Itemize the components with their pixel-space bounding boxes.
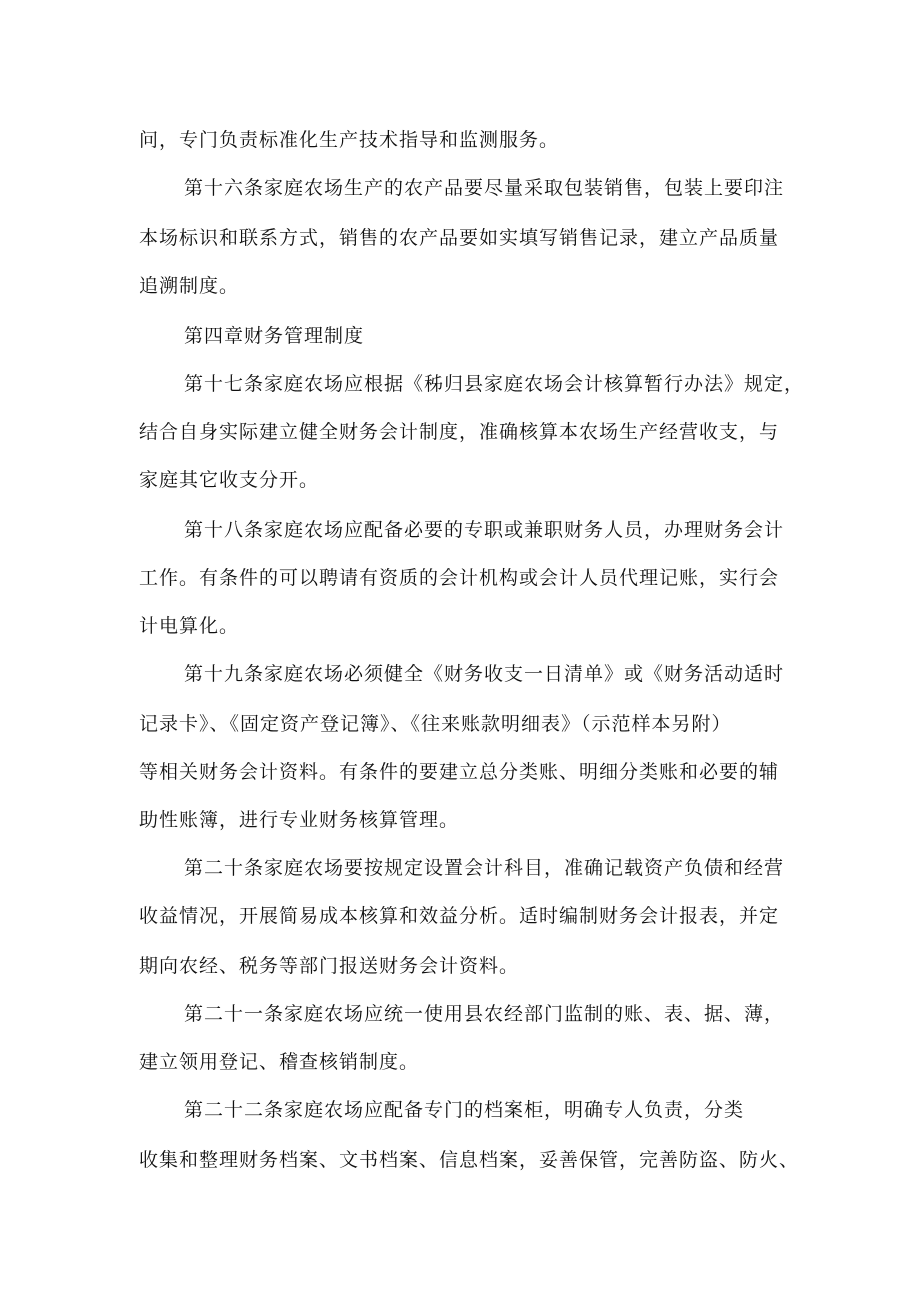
article-17-line-3: 家庭其它收支分开。 [139,469,320,491]
article-19-line-1: 第十九条家庭农场必须健全《财务收支一日清单》或《财务活动适时 [184,663,785,685]
article-16-line-1: 第十六条家庭农场生产的农产品要尽量采取包装销售，包装上要印注 [184,177,785,199]
text-line: 问，专门负责标准化生产技术指导和监测服务。 [139,129,560,151]
article-21-line-2: 建立领用登记、稽查核销制度。 [139,1051,420,1073]
article-20-line-1: 第二十条家庭农场要按规定设置会计科目，准确记载资产负债和经营 [184,857,785,879]
article-22-line-2: 收集和整理财务档案、文书档案、信息档案，妥善保管，完善防盗、防火、 [139,1149,800,1171]
article-20-line-2: 收益情况，开展简易成本核算和效益分析。适时编制财务会计报表，并定 [139,905,780,927]
article-17-line-1: 第十七条家庭农场应根据《秭归县家庭农场会计核算暂行办法》规定， [184,373,805,395]
chapter-4-heading: 第四章财务管理制度 [184,325,365,347]
article-16-line-3: 追溯制度。 [139,275,240,297]
article-18-line-2: 工作。有条件的可以聘请有资质的会计机构或会计人员代理记账，实行会 [139,567,780,589]
article-16-line-2: 本场标识和联系方式，销售的农产品要如实填写销售记录，建立产品质量 [139,227,780,249]
article-18-line-1: 第十八条家庭农场应配备必要的专职或兼职财务人员，办理财务会计 [184,519,785,541]
article-20-line-3: 期向农经、税务等部门报送财务会计资料。 [139,955,520,977]
article-18-line-3: 计电算化。 [139,615,240,637]
article-17-line-2: 结合自身实际建立健全财务会计制度，准确核算本农场生产经营收支，与 [139,421,780,443]
article-19-line-4: 助性账簿，进行专业财务核算管理。 [139,809,460,831]
article-21-line-1: 第二十一条家庭农场应统一使用县农经部门监制的账、表、据、薄， [184,1003,785,1025]
article-19-line-3: 等相关财务会计资料。有条件的要建立总分类账、明细分类账和必要的辅 [139,761,780,783]
article-22-line-1: 第二十二条家庭农场应配备专门的档案柜，明确专人负责，分类 [184,1099,745,1121]
article-19-line-2: 记录卡》、《固定资产登记簿》、《往来账款明细表》（示范样本另附） [139,713,732,735]
